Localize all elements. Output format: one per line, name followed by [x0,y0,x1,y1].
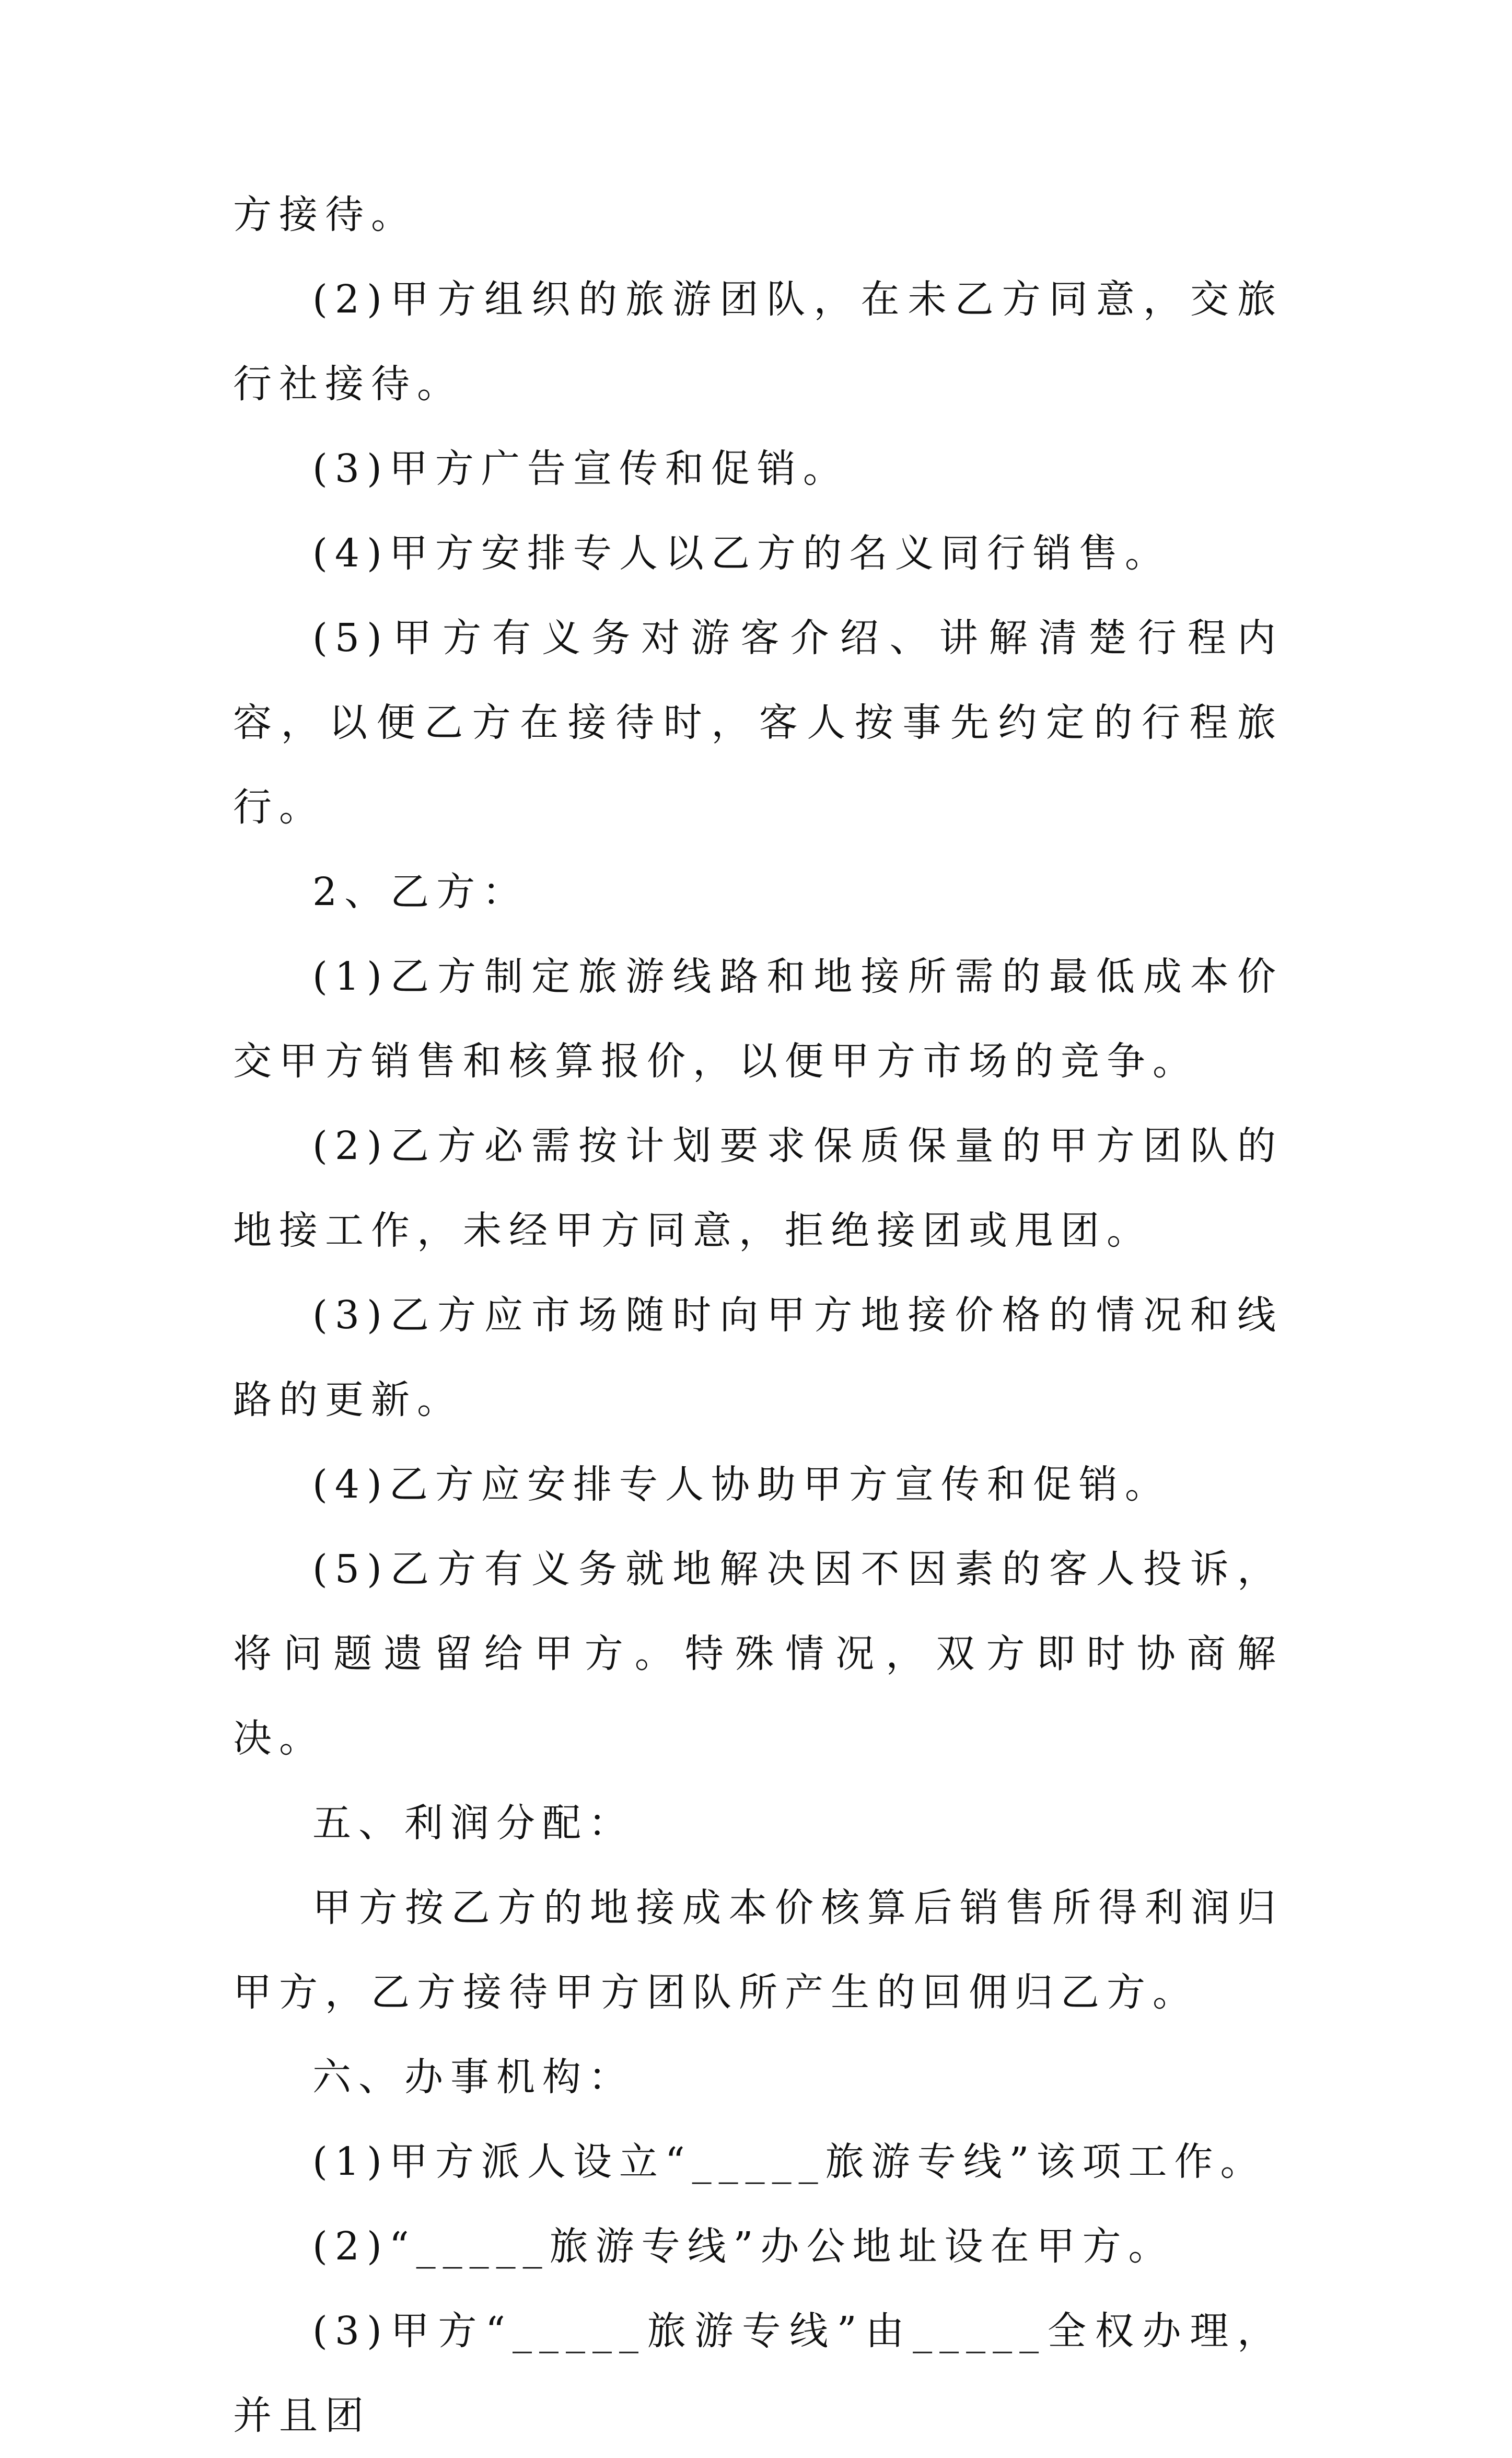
paragraph-party-b-item-1: (1)乙方制定旅游线路和地接所需的最低成本价交甲方销售和核算报价，以便甲方市场的竞争。 [233,954,1283,1084]
section-heading-party-b: 2、乙方： [312,869,529,914]
paragraph-party-a-item-2: (2)甲方组织的旅游团队，在未乙方同意，交旅行社接待。 [233,277,1283,407]
section-heading-office: 六、办事机构： [312,2055,634,2100]
paragraph-party-b-item-5: (5)乙方有义务就地解决因不因素的客人投诉，将问题遗留给甲方。特殊情况，双方即时协商解决。 [233,1547,1283,1761]
section-heading-profit-distribution: 五、利润分配： [312,1801,634,1846]
paragraph-office-item-3: (3)甲方“_____旅游专线”由_____全权办理，并且团 [233,2309,1283,2438]
paragraph-party-b-item-4: (4)乙方应安排专人协助甲方宣传和促销。 [312,1462,1171,1507]
paragraph-party-a-item-5: (5)甲方有义务对游客介绍、讲解清楚行程内容，以便乙方在接待时，客人按事先约定的行程旅行。 [233,616,1283,830]
paragraph-profit-distribution: 甲方按乙方的地接成本价核算后销售所得利润归甲方，乙方接待甲方团队所产生的回佣归乙方。 [233,1885,1283,2015]
paragraph-office-item-1: (1)甲方派人设立“_____旅游专线”该项工作。 [312,2139,1266,2184]
paragraph-continuation: 方接待。 [233,192,417,237]
paragraph-party-b-item-3: (3)乙方应市场随时向甲方地接价格的情况和线路的更新。 [233,1293,1283,1422]
paragraph-party-b-item-2: (2)乙方必需按计划要求保质保量的甲方团队的地接工作，未经甲方同意，拒绝接团或甩团。 [233,1123,1283,1253]
document-body [233,172,1283,2458]
paragraph-party-a-item-4: (4)甲方安排专人以乙方的名义同行销售。 [312,531,1171,576]
paragraph-office-item-2: (2)“_____旅游专线”办公地址设在甲方。 [312,2224,1174,2269]
paragraph-party-a-item-3: (3)甲方广告宣传和促销。 [312,446,849,491]
